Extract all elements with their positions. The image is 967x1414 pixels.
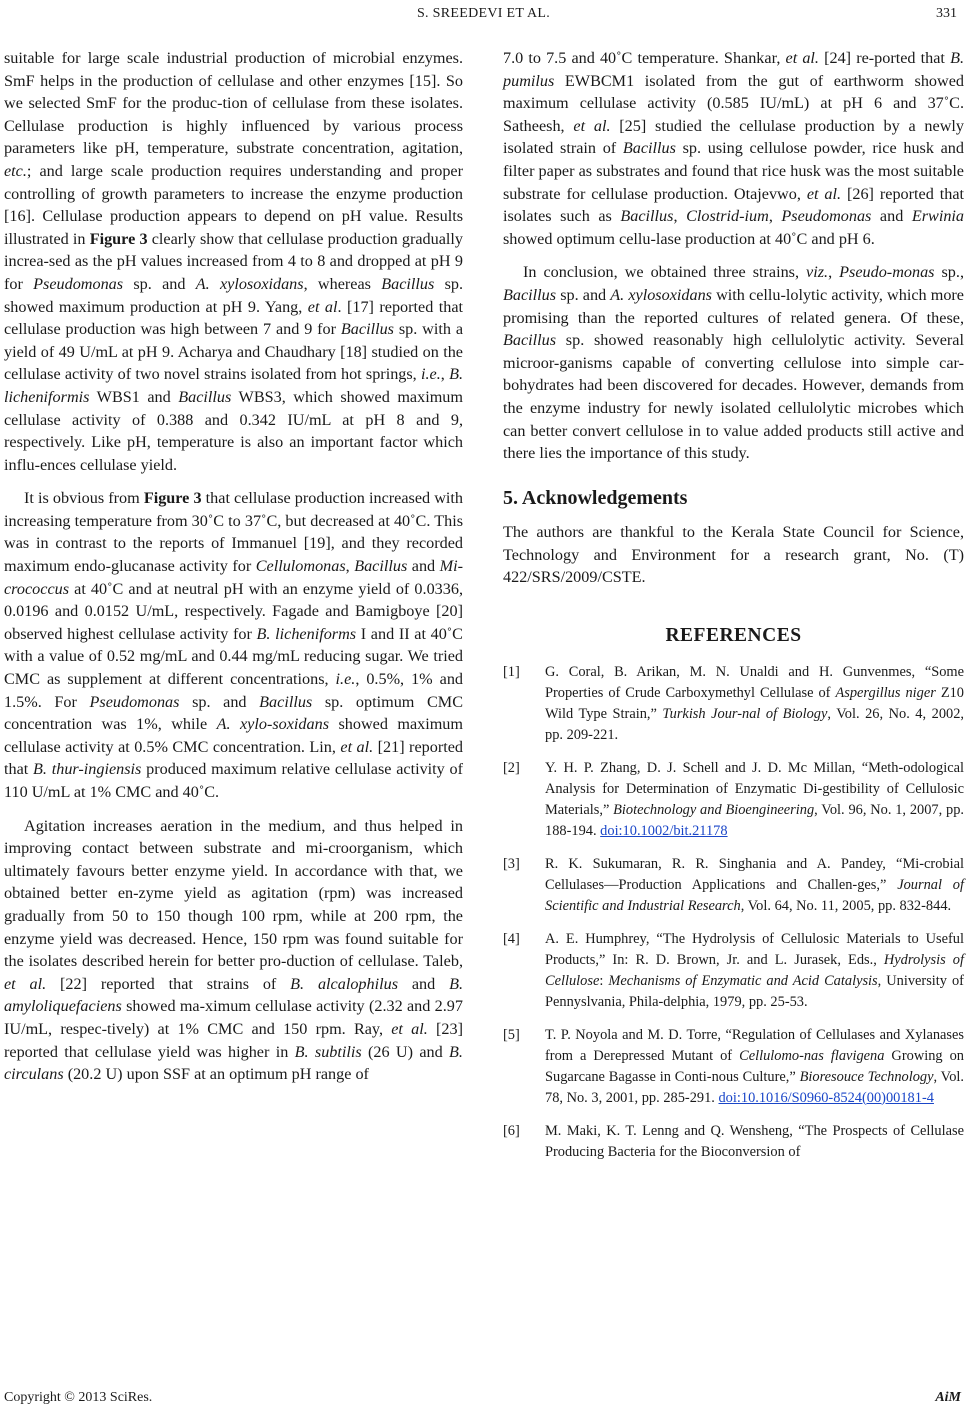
text-run: [26] reported that isolates such as <box>503 184 964 226</box>
reference-number: [2] <box>503 759 520 776</box>
text-run: Growing on Sugarcane Bagasse in Conti-nous Culture,” <box>545 1047 965 1085</box>
text-run: , <box>828 263 840 282</box>
figure-reference: Figure 3 <box>89 229 148 248</box>
text-run: , Vol. 78, No. 3, 2001, pp. 285-291. <box>545 1068 965 1106</box>
text-run: 7.0 to 7.5 and 40˚C temperature. Shankar, <box>503 49 786 67</box>
text-run: , <box>440 365 450 384</box>
reference-number: [4] <box>503 930 520 947</box>
text-run: [21] reported that <box>4 737 463 779</box>
text-run: [24] re-ported that <box>818 49 951 67</box>
text-run: [23] reported that cellulase yield was higher in <box>4 1019 464 1061</box>
italic-text: et al. <box>340 737 374 756</box>
text-run: Agitation increases aeration in the medium, and thus helped in improving contact between substrate and mi-croorganism, which ultimately favours better enzyme yield. In accordance with that, we obtained better en-zyme yield as agitation (rpm) was increased gradually from 50 to 150 though 100 rpm, while at 200 rpm, the enzyme yield was decreased. Hence, 150 rpm was found suitable for the isolates described herein for better pro-duction of cellulase. Taleb, <box>4 816 463 971</box>
italic-text: Journal of Scientific and Industrial Research <box>545 876 964 914</box>
text-run: (20.2 U) upon SSF at an optimum pH range of <box>63 1065 369 1084</box>
text-run: and <box>871 207 912 226</box>
italic-text: Bacillus <box>381 274 435 293</box>
text-run: and <box>407 557 440 576</box>
reference-item <box>503 758 964 842</box>
text-run: In conclusion, we obtained three strains, <box>523 263 807 282</box>
italic-text: B. licheniformis <box>4 365 463 406</box>
italic-text: A. xylo-soxidans <box>216 715 330 734</box>
italic-text: B. subtilis <box>294 1042 362 1061</box>
text-run: M. Maki, K. T. Lenng and Q. Wensheng, “The Prospects of Cellulase Producing Bacteria for the Bioconversion of <box>545 1122 964 1160</box>
italic-text: et al. <box>4 974 47 993</box>
text-run: sp. and <box>179 692 260 711</box>
reference-list <box>503 662 964 1163</box>
text-run: produced maximum relative cellulase activity of 110 U/mL at 1% CMC and 40˚C. <box>4 760 463 801</box>
text-run: , Vol. 96, No. 1, 2007, pp. 188-194. <box>545 801 964 839</box>
italic-text: viz. <box>806 263 829 282</box>
text-run: , Vol. 64, No. 11, 2005, pp. 832-844. <box>740 897 952 914</box>
text-run: Y. H. P. Zhang, D. J. Schell and J. D. Mc Millan, “Meth-odological Analysis for Determination of Enzymatic Di-gestibility of Cellulosic Materials,” <box>545 759 964 818</box>
italic-text: Clostrid-ium <box>686 207 769 226</box>
paragraph-agitation-effect <box>4 815 463 1086</box>
italic-text: et al <box>307 297 338 316</box>
text-run: with cellu-lolytic activity, which more promising than the reported cultures of related genera. Of these, <box>503 285 964 327</box>
italic-text: Hydrolysis of Cellulose <box>545 951 964 989</box>
text-run: , <box>673 207 687 226</box>
italic-text: Mechanisms of Enzymatic and Acid Catalysis <box>608 972 878 989</box>
italic-text: Pseudomonas <box>33 274 124 293</box>
text-run: and <box>398 974 450 993</box>
italic-text: B. circulans <box>4 1042 463 1084</box>
italic-text: A. xylosoxidans <box>195 274 304 293</box>
italic-text: Pseudo-monas <box>839 263 935 282</box>
reference-item <box>503 929 964 1013</box>
text-run: T. P. Noyola and M. D. Torre, “Regulation of Cellulases and Xylanases from a Derepressed Mutant of <box>545 1026 964 1064</box>
text-run: showed optimum cellu-lase production at 40˚C and pH 6. <box>503 229 875 248</box>
italic-text: Bacillus <box>503 331 557 350</box>
italic-text: Bacillus <box>620 207 674 226</box>
italic-text: Biotechnology and Bioengineering <box>613 801 815 818</box>
text-run: A. E. Humphrey, “The Hydrolysis of Cellulosic Materials to Useful Products,” In: R. D. Brown, Jr. and L. Jurasek, Eds., <box>545 930 964 968</box>
page-header <box>0 0 967 28</box>
italic-text: etc. <box>4 161 27 180</box>
text-run: [25] studied the cellulase production by a newly isolated strain of <box>503 116 964 158</box>
italic-text: Bacillus <box>622 139 676 158</box>
text-run: showed ma-ximum cellulase activity (2.32 and 2.97 IU/mL, respec-tively) at 1% CMC and 150 rpm. Ray, <box>4 997 463 1038</box>
text-run: It is obvious from <box>24 489 144 508</box>
text-run: , Vol. 26, No. 4, 2002, pp. 209-221. <box>545 705 964 743</box>
reference-item <box>503 854 964 917</box>
text-run: sp. optimum CMC concentration was 1%, while <box>4 692 463 734</box>
references-heading: REFERENCES <box>665 625 802 647</box>
text-run: sp. showed reasonably high cellulolytic activity. Several microor-ganisms capable of converting cellulose into simple car-bohydrates had been discovered for decades. However, demands from the enzyme industry for newly isolated cellulolytic microbes which can better convert cellulose in to value added products still active and there lies the importance of this study. <box>503 331 964 463</box>
reference-item <box>503 662 964 746</box>
doi-link[interactable]: doi:10.1002/bit.21178 <box>600 822 728 839</box>
italic-text: Bacillus <box>259 692 313 711</box>
reference-item <box>503 1025 964 1109</box>
text-run: at 40˚C and at neutral pH with an enzyme yield of 0.0336, 0.0196 and 0.0152 U/mL, respectively. Fagade and Bamigboye [20] observed highest cellulase activity for <box>4 579 463 643</box>
text-run: I and II at 40˚C with a value of 0.52 mg/mL and 0.44 mg/mL reducing sugar. We tried CMC as supplement at different concentrations, <box>4 624 463 689</box>
italic-text: et al. <box>785 49 819 67</box>
italic-text: Aspergillus niger <box>835 684 936 701</box>
page-number: 331 <box>936 6 957 21</box>
reference-number: [5] <box>503 1026 520 1043</box>
italic-text: Bacillus <box>503 285 557 304</box>
text-run: Z10 Wild Type Strain,” <box>545 684 965 722</box>
italic-text: et al. <box>806 184 842 203</box>
text-run: : <box>599 972 609 989</box>
italic-text: i.e. <box>420 365 441 384</box>
page-footer <box>0 1390 967 1412</box>
text-run: [22] reported that strains of <box>46 974 291 993</box>
text-run: , University of Pennyslvania, Phila-delphia, 1979, pp. 25-53. <box>545 972 964 1010</box>
left-column <box>4 47 463 1086</box>
italic-text: B. alcalophilus <box>290 974 398 993</box>
italic-text: B. thur-ingiensis <box>33 760 142 779</box>
italic-text: Bacillus <box>340 320 394 339</box>
paragraph-temperature-effect <box>4 487 463 803</box>
italic-text: et al. <box>573 116 611 135</box>
figure-reference: Figure 3 <box>143 489 202 508</box>
text-run: The authors are thankful to the Kerala State Council for Science, Technology and Environment for a research grant, No. (T) 422/SRS/2009/CSTE. <box>503 523 964 587</box>
italic-text: Bacillus <box>178 387 232 406</box>
italic-text: Erwinia <box>911 207 965 226</box>
text-run: sp. and <box>123 274 196 293</box>
reference-number: [1] <box>503 663 520 680</box>
italic-text: Pseudomonas <box>89 692 180 711</box>
italic-text: i.e. <box>335 670 356 689</box>
reference-item <box>503 1121 964 1163</box>
italic-text: Cellulomonas <box>255 557 346 576</box>
text-run: , whereas <box>303 274 382 293</box>
text-run: sp., <box>934 263 964 282</box>
acknowledgements-text <box>503 521 964 589</box>
text-run: sp. and <box>556 285 611 304</box>
doi-link[interactable]: doi:10.1016/S0960-8524(00)00181-4 <box>718 1089 934 1106</box>
text-run: , <box>345 557 355 576</box>
italic-text: B. licheniforms <box>256 624 357 643</box>
text-run: that cellulase production increased with increasing temperature from 30˚C to 37˚C, but decreased at 40˚C. This was in contrast to the reports of Immanuel [19], and they recorded maximum endo-glucanase activity for <box>4 489 463 576</box>
text-run: sp. using cellulose powder, rice husk and filter paper as substrates and found that rice husk was the most suitable substrate for cellulase production. Otajevwo, <box>503 139 964 203</box>
text-run: suitable for large scale industrial production of microbial enzymes. SmF helps in the production of cellulase and other enzymes [15]. So we selected SmF for the produc-tion of cellulase from these isolates. Cellulase production is highly influenced by various process parameters like pH, temperature, substrate concentration, agitation, <box>4 49 463 158</box>
italic-text: Bioresouce Technology <box>799 1068 934 1085</box>
paragraph-continued <box>503 47 964 250</box>
italic-text: B. amyloliquefaciens <box>4 974 464 1016</box>
journal-abbreviation: AiM <box>935 1390 961 1405</box>
text-run: G. Coral, B. Arikan, M. N. Unaldi and H. Gunvenmes, “Some Properties of Crude Carboxymethyl Cellulase of <box>545 663 964 701</box>
text-run: sp. with a yield of 49 U/mL at pH 9. Acharya and Chaudhary [18] studied on the cellulase activity of two novel strains isolated from hot springs, <box>4 320 464 384</box>
text-run: clearly show that cellulase production gradually increa-sed as the pH values increased from 4 to 8 and dropped at pH 9 for <box>4 229 464 293</box>
right-column <box>503 47 964 1175</box>
text-run: EWBCM1 isolated from the gut of earthworm showed maximum cellulase activity (0.585 IU/mL) at pH 6 and 37˚C. Satheesh, <box>503 71 964 135</box>
text-run: R. K. Sukumaran, R. R. Singhania and A. Pandey, “Mi-crobial Cellulases—Production Applications and Challen-ges,” <box>545 855 964 893</box>
acknowledgements-heading: 5. Acknowledgements <box>503 486 688 509</box>
italic-text: B. pumilus <box>503 49 964 90</box>
text-run: , <box>768 207 782 226</box>
reference-number: [3] <box>503 855 520 872</box>
text-run: WBS1 and <box>89 387 179 406</box>
paragraph-ph-effect <box>4 47 463 476</box>
running-head: S. SREEDEVI ET AL. <box>416 6 551 21</box>
paragraph-conclusion <box>503 261 964 464</box>
text-run: , 0.5%, 1% and 1.5%. For <box>4 670 464 711</box>
text-run: ; and large scale production requires understanding and proper controlling of growth parameters to increase the enzyme production [16]. Cellulase production appears to depend on pH value. Results illustrated in <box>4 161 463 248</box>
italic-text: Turkish Jour-nal of Biology <box>662 705 828 722</box>
reference-number: [6] <box>503 1122 520 1139</box>
italic-text: A. xylosoxidans <box>610 285 712 304</box>
italic-text: Pseudomonas <box>781 207 872 226</box>
copyright-notice: Copyright © 2013 SciRes. <box>4 1390 153 1405</box>
text-run: sp. showed maximum production at pH 9. Yang, <box>4 274 464 316</box>
italic-text: Mi-crococcus <box>4 557 463 598</box>
text-run: (26 U) and <box>361 1042 450 1061</box>
text-run: . [17] reported that cellulase production was high between 7 and 9 for <box>4 297 464 339</box>
text-run: WBS3, which showed maximum cellulase activity of 0.388 and 0.342 IU/mL at pH 8 and 9, respectively. Like pH, temperature is also an important factor which influ-ences cellulase yield. <box>4 387 463 474</box>
italic-text: Cellulomo-nas flavigena <box>739 1047 885 1064</box>
text-run: showed maximum cellulase activity at 0.5% CMC concentration. Lin, <box>4 715 463 756</box>
italic-text: et al. <box>391 1019 428 1038</box>
italic-text: Bacillus <box>354 557 408 576</box>
